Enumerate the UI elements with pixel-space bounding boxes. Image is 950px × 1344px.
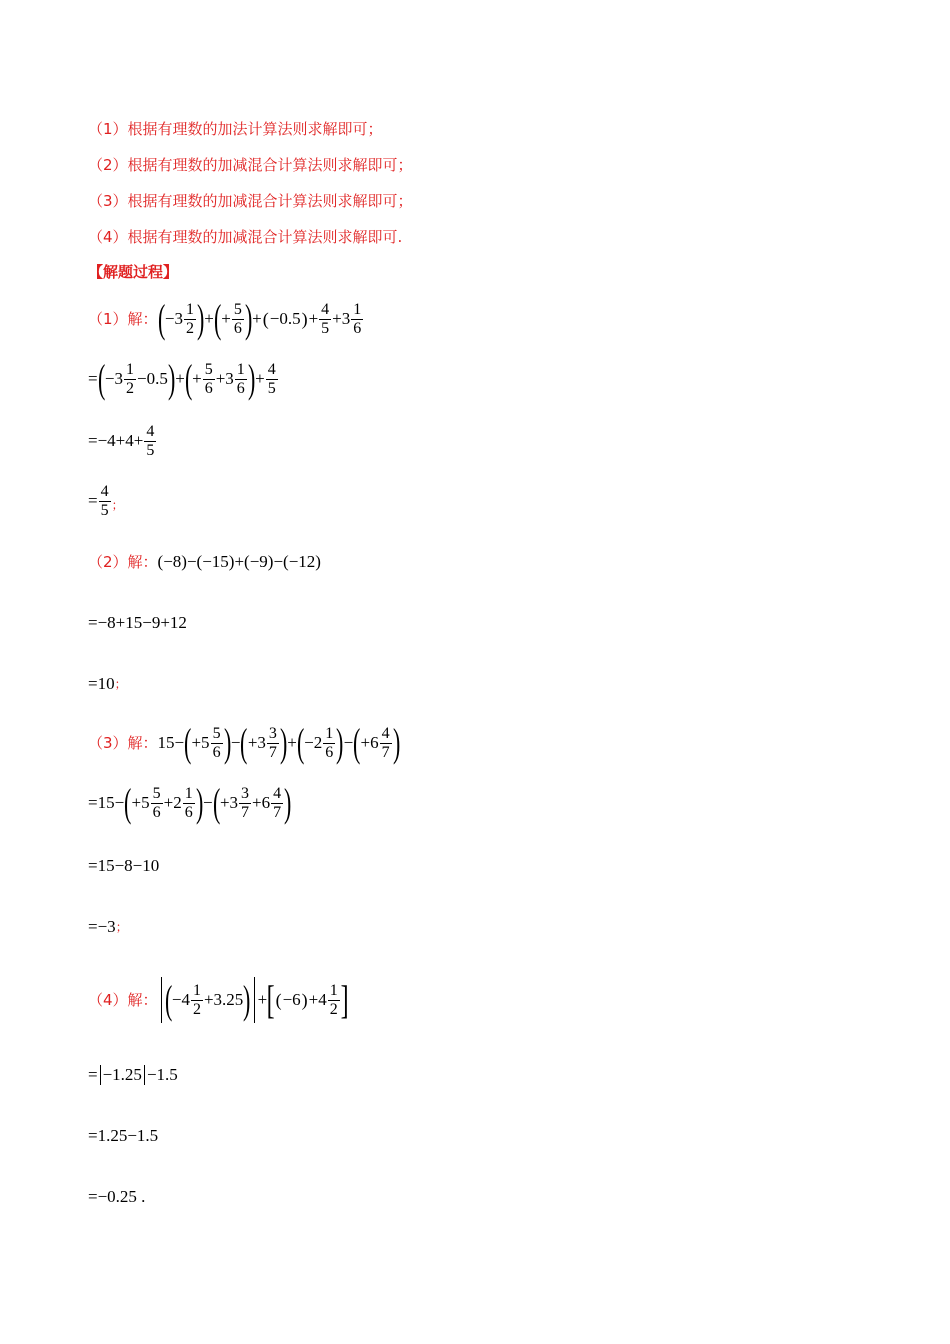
- part3-label: （3）解：: [88, 734, 158, 752]
- part4-line2: [88, 1064, 178, 1086]
- part3-step1: =15− ( +5 $\frac{5}{6}$ +2 $\frac{1}{6}$ ) − ( +3 $\frac{3}{7}$ +6 $\frac{4}{7}$ ): [88, 780, 292, 825]
- part2-line3: [88, 673, 127, 695]
- part3-line1: [88, 720, 400, 766]
- part4-step2: =1.25−1.5: [88, 1126, 159, 1145]
- part1-line2: [88, 356, 279, 402]
- hint-4: （4）根据有理数的加减混合计算法则求解即可.: [88, 228, 403, 246]
- part1-step1: = ( −3 $\frac{1}{2}$ −0.5 ) + ( + $\frac{5}{6}$ +3 $\frac{1}{6}$ ) + $\frac{4}{5}$: [88, 356, 276, 401]
- part3-step2: =15−8−10: [88, 856, 160, 875]
- part2-expression: (−8)−(−15)+(−9)−(−12): [157, 552, 321, 571]
- part4-label: （4）解：: [88, 991, 158, 1009]
- part4-step1-value: −1.25: [102, 1065, 142, 1084]
- part4-step1: = −1.25 −1.5: [88, 1065, 178, 1084]
- part1-result: = $\frac{4}{5}$ ；: [88, 482, 124, 519]
- part4-step1-tail: −1.5: [146, 1065, 178, 1084]
- part4-expression: ( −4 $\frac{1}{2}$ +3.25 ) + [ ( −6 ) +4 $\frac{1}{2}$ ]: [158, 977, 349, 1023]
- part4-step3: =−0.25 .: [88, 1187, 146, 1206]
- part1-line3: [88, 418, 157, 464]
- part3-end: ；: [115, 920, 128, 934]
- part3-step3: =−3: [88, 917, 116, 936]
- part1-end: ；: [111, 498, 124, 512]
- part2-label: （2）解：: [88, 553, 158, 571]
- part3-line4: [88, 916, 128, 938]
- part1-label: （1）解：: [88, 310, 158, 328]
- hint-1: （1）根据有理数的加法计算法则求解即可；: [88, 120, 383, 138]
- part2-end: ；: [114, 677, 127, 691]
- part1-step2-text: =−4+4+: [88, 431, 144, 450]
- part1-step2: =−4+4+ $\frac{4}{5}$: [88, 422, 155, 459]
- part2-step2: =10: [88, 674, 115, 693]
- part1-line4: [88, 478, 124, 524]
- part1-expression: ( −3 $\frac{1}{2}$ ) + ( + $\frac{5}{6}$ ) + ( −0.5 ) + $\frac{4}{5}$ +3 $\frac{1}{6}$: [157, 296, 362, 341]
- part3-line2: [88, 780, 291, 826]
- part2-step1: =−8+15−9+12: [88, 613, 187, 632]
- hint-2: （2）根据有理数的加减混合计算法则求解即可；: [88, 156, 413, 174]
- part1-line1: [88, 296, 364, 342]
- solution-heading: 【解题过程】: [88, 263, 179, 281]
- part4-line1: [88, 975, 348, 1025]
- hint-3: （3）根据有理数的加减混合计算法则求解即可；: [88, 192, 413, 210]
- part2-line1: [88, 551, 321, 573]
- part3-expression: 15− ( +5 $\frac{5}{6}$ ) − ( +3 $\frac{3}{7}$ ) + ( −2 $\frac{1}{6}$ ) − ( +6 $\frac{4}{7}$ ): [157, 720, 400, 765]
